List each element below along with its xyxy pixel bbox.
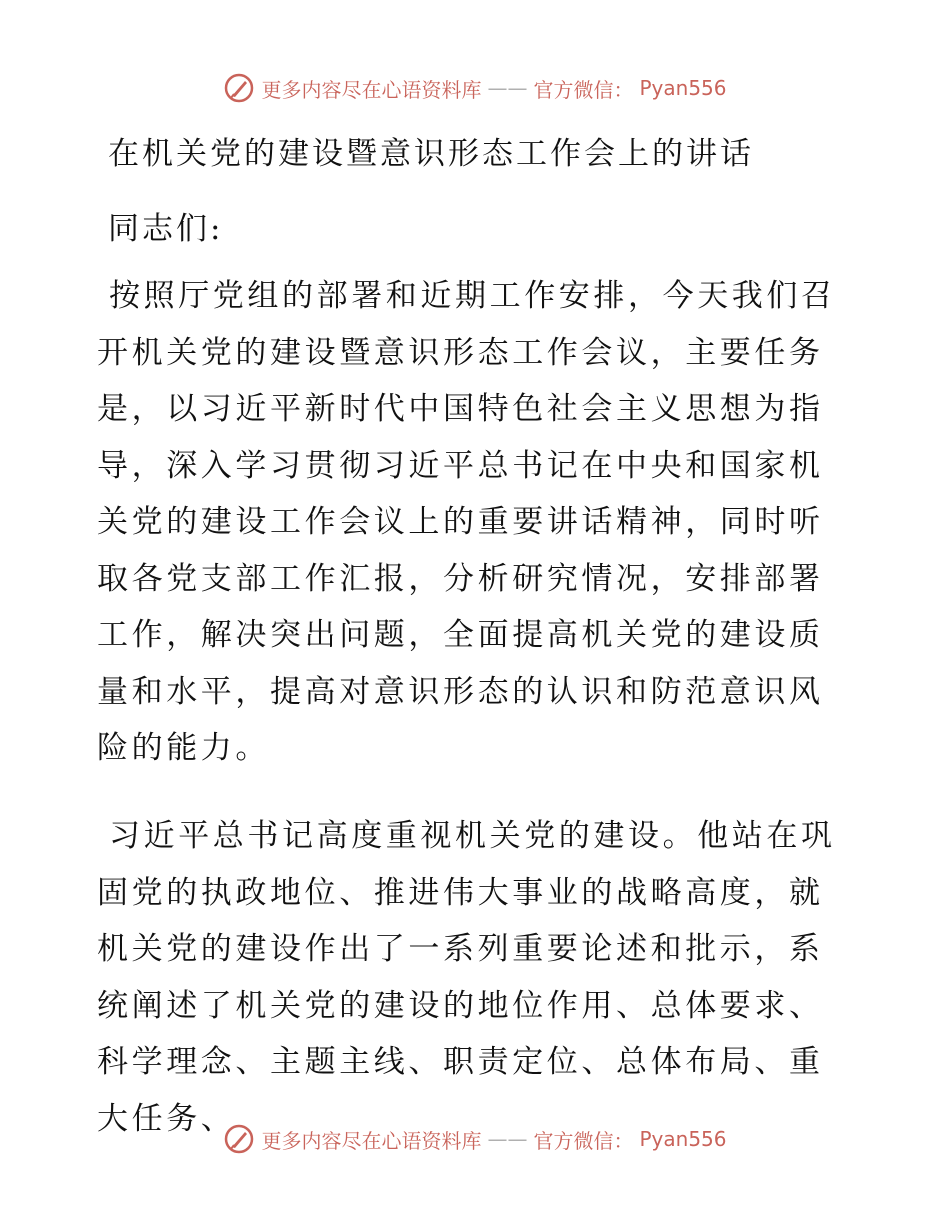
watermark-wechat-id: Pyan556	[639, 76, 727, 100]
salutation: 同志们:	[108, 211, 224, 247]
feather-pen-logo-icon	[223, 1123, 255, 1155]
watermark-wechat-label: 官方微信：	[533, 77, 634, 102]
body-paragraph: 按照厅党组的部署和近期工作安排，今天我们召开机关党的建设暨意识形态工作会议，主要任务是，以习近平新时代中国特色社会主义思想为指导，深入学习贯彻习近平总书记在中央和国家机关党的建设工作会议上的重要讲话精神，同时听取各党支部工作汇报，分析研究情况，安排部署工作，解决突出问题，全面提高机关党的建设质量和水平，提高对意识形态的认识和防范意识风险的能力。	[97, 278, 836, 766]
watermark-separator: ——	[487, 76, 528, 100]
footer-watermark	[0, 1123, 950, 1155]
watermark-separator: ——	[487, 1127, 528, 1151]
watermark-brand-text: 更多内容尽在心语资料库	[261, 77, 482, 102]
body-paragraph: 习近平总书记高度重视机关党的建设。他站在巩固党的执政地位、推进伟大事业的战略高度，就机关党的建设作出了一系列重要论述和批示，系统阐述了机关党的建设的地位作用、总体要求、科学理念、主题主线、职责定位、总体布局、重大任务、	[97, 818, 836, 1137]
watermark-brand-text: 更多内容尽在心语资料库	[261, 1128, 482, 1153]
feather-pen-logo-icon	[223, 72, 255, 104]
header-watermark	[0, 72, 950, 104]
document-title: 在机关党的建设暨意识形态工作会上的讲话	[108, 136, 754, 172]
watermark-wechat-id: Pyan556	[639, 1127, 727, 1151]
watermark-wechat-label: 官方微信：	[533, 1128, 634, 1153]
